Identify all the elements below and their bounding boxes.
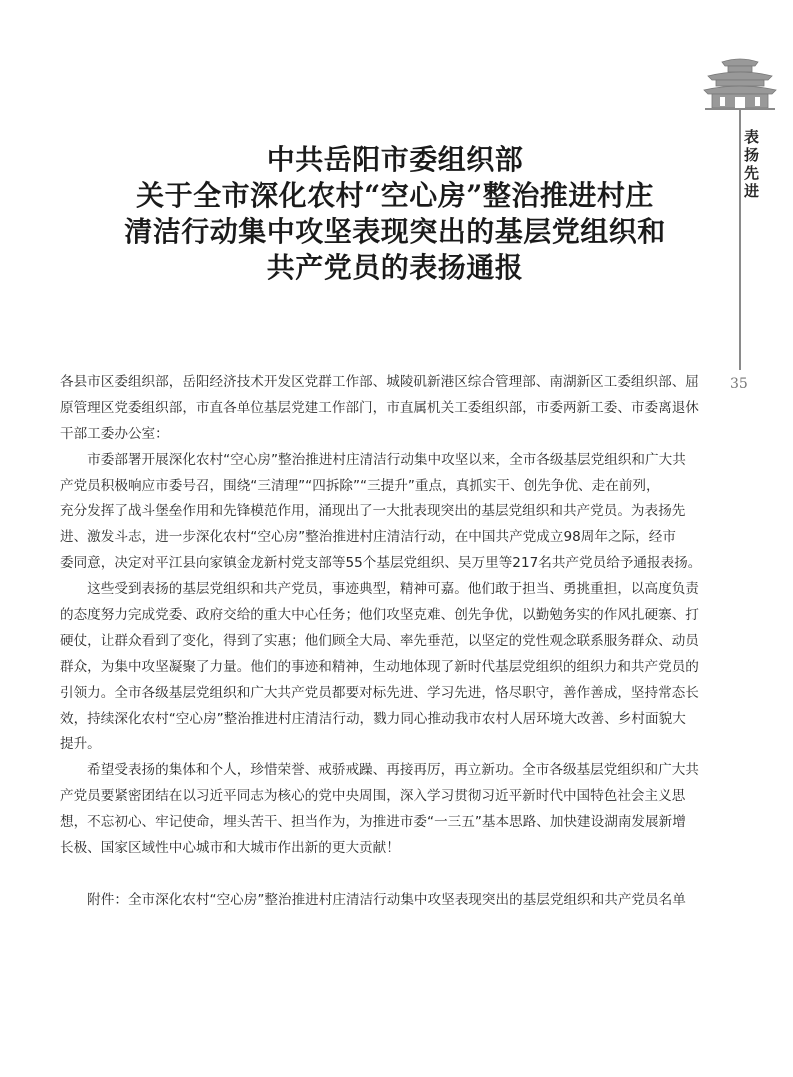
title-line: 中共岳阳市委组织部 xyxy=(266,143,524,176)
spacer xyxy=(60,862,730,888)
title-line: 关于全市深化农村“空心房”整治推进村庄 xyxy=(136,179,654,212)
text-line: 原管理区党委组织部，市直各单位基层党建工作部门，市直属机关工委组织部，市委两新工委、市委离退休 xyxy=(60,399,699,416)
document-body xyxy=(60,370,730,914)
page-number: 35 xyxy=(730,376,748,392)
text-line: 引领力。全市各级基层党组织和广大共产党员都要对标先进、学习先进，恪尽职守，善作善成，坚持常态长 xyxy=(60,684,699,701)
side-divider xyxy=(739,108,741,370)
title-line: 清洁行动集中攻坚表现突出的基层党组织和 xyxy=(124,215,666,248)
text-line: 进、激发斗志，进一步深化农村“空心房”整治推进村庄清洁行动，在中国共产党成立98周年之际，经市 xyxy=(60,529,676,546)
text-line: 硬仗，让群众看到了变化，得到了实惠；他们顾全大局、率先垂范，以坚定的党性观念联系服务群众、动员 xyxy=(60,632,699,649)
paragraph-2 xyxy=(60,577,730,758)
salutation xyxy=(60,370,730,448)
attachment-note: 附件：全市深化农村“空心房”整治推进村庄清洁行动集中攻坚表现突出的基层党组织和共产党员名单 xyxy=(60,891,686,908)
text-line: 产党员要紧密团结在以习近平同志为核心的党中央周围，深入学习贯彻习近平新时代中国特色社会主义思 xyxy=(60,788,686,805)
document-title xyxy=(60,142,730,286)
text-line: 市委部署开展深化农村“空心房”整治推进村庄清洁行动集中攻坚以来，全市各级基层党组织和广大共 xyxy=(60,451,686,468)
text-line: 想，不忘初心、牢记使命，埋头苦干、担当作为，为推进市委“一三五”基本思路、加快建设湖南发展新增 xyxy=(60,814,686,831)
text-line: 希望受表扬的集体和个人，珍惜荣誉、戒骄戒躁、再接再厉，再立新功。全市各级基层党组织和广大共 xyxy=(60,762,699,779)
text-line: 的态度努力完成党委、政府交给的重大中心任务；他们攻坚克难、创先争优，以勤勉务实的作风扎硬寨、打 xyxy=(60,607,699,624)
text-line: 效，持续深化农村“空心房”整治推进村庄清洁行动，戮力同心推动我市农村人居环境大改善、乡村面貌大 xyxy=(60,710,686,727)
text-line: 提升。 xyxy=(60,736,101,753)
text-line: 这些受到表扬的基层党组织和共产党员，事迹典型，精神可嘉。他们敢于担当、勇挑重担，以高度负责 xyxy=(60,581,699,598)
text-line: 充分发挥了战斗堡垒作用和先锋模范作用，涌现出了一大批表现突出的基层党组织和共产党员。为表扬先 xyxy=(60,503,686,520)
paragraph-3 xyxy=(60,758,730,862)
pavilion-logo-icon xyxy=(700,52,780,110)
text-line: 干部工委办公室： xyxy=(60,425,169,442)
text-line: 群众，为集中攻坚凝聚了力量。他们的事迹和精神，生动地体现了新时代基层党组织的组织力和共产党员的 xyxy=(60,658,699,675)
section-label: 表扬先进 xyxy=(744,128,760,200)
text-line: 产党员积极响应市委号召，围绕“三清理”“四拆除”“三提升”重点，真抓实干、创先争优、走在前列， xyxy=(60,477,660,494)
text-line: 委同意，决定对平江县向家镇金龙新村党支部等55个基层党组织、吴万里等217名共产党员给予通报表扬。 xyxy=(60,555,702,572)
text-line: 各县市区委组织部，岳阳经济技术开发区党群工作部、城陵矶新港区综合管理部、南湖新区工委组织部、屈 xyxy=(60,374,699,390)
title-line: 共产党员的表扬通报 xyxy=(266,251,524,284)
text-line: 长极、国家区域性中心城市和大城市作出新的更大贡献！ xyxy=(60,840,400,857)
paragraph-1 xyxy=(60,448,730,577)
